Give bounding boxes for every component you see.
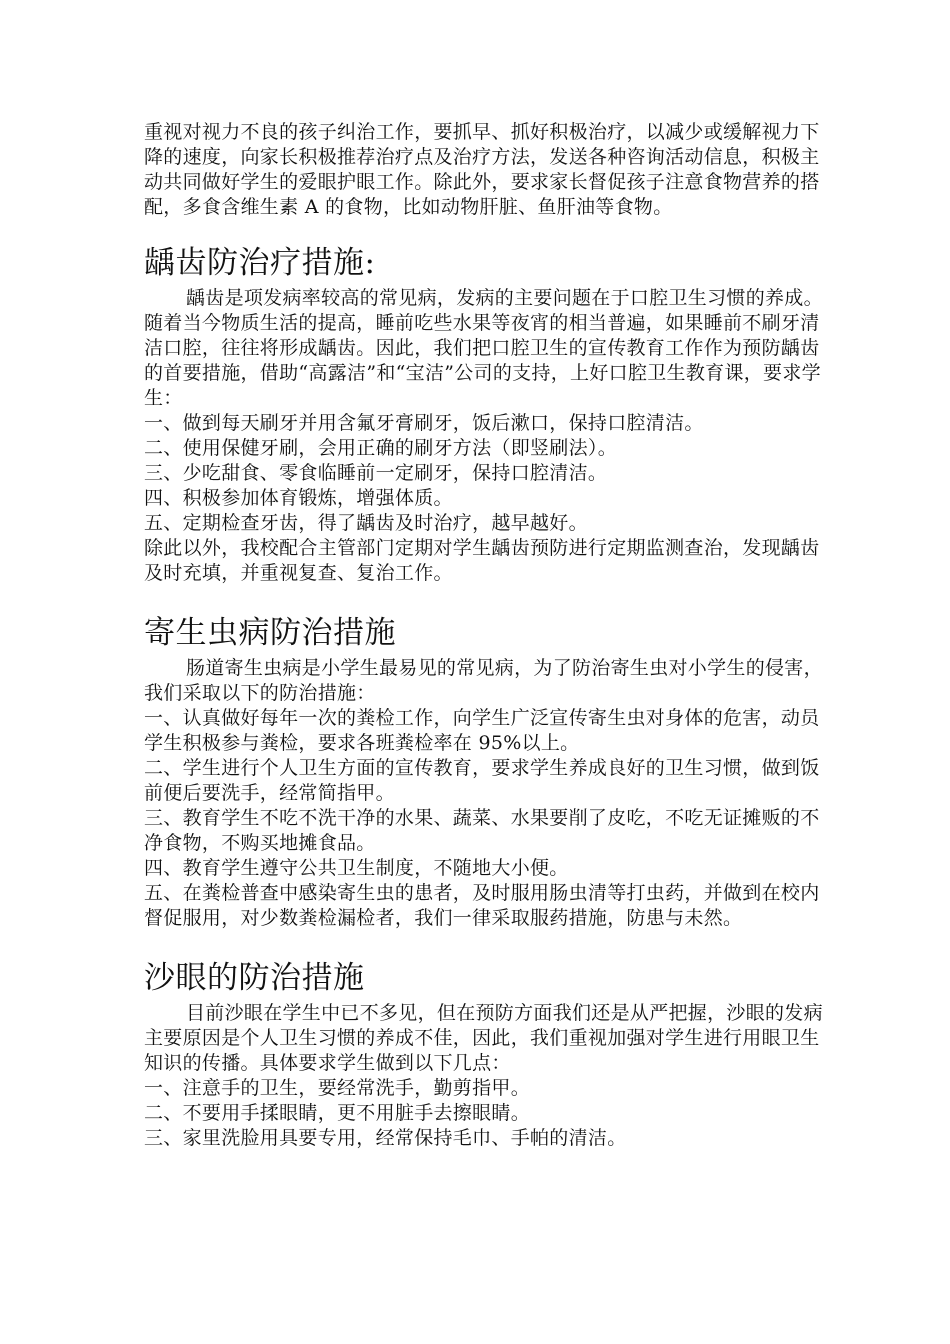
trachoma-item-2: 二、不要用手揉眼睛，更不用脏手去擦眼睛。 (144, 1102, 531, 1124)
section-title-parasitic-disease: 寄生虫病防治措施 (144, 615, 396, 651)
section-title-trachoma: 沙眼的防治措施 (144, 960, 365, 996)
parasitic-item-1: 一、认真做好每年一次的粪检工作，向学生广泛宣传寄生虫对身体的危害，动员学生积极参与粪检，要求各班粪检率在 95%以上。 (144, 707, 820, 754)
trachoma-item-1: 一、注意手的卫生，要经常洗手，勤剪指甲。 (144, 1077, 531, 1099)
trachoma-item-3: 三、家里洗脸用具要专用，经常保持毛巾、手帕的清洁。 (144, 1127, 627, 1149)
intro-paragraph: 重视对视力不良的孩子纠治工作，要抓早、抓好积极治疗，以减少或缓解视力下降的速度，向家长积极推荐治疗点及治疗方法，发送各种咨询活动信息，积极主动共同做好学生的爱眼护眼工作。除此外，要求家长督促孩子注意食物营养的搭配，多食含维生素 A 的食物，比如动物肝脏、鱼肝油等食物。 (144, 121, 820, 218)
document-page (144, 120, 824, 1151)
parasitic-item-2: 二、学生进行个人卫生方面的宣传教育，要求学生养成良好的卫生习惯，做到饭前便后要洗手，经常简指甲。 (144, 757, 820, 804)
parasitic-item-4: 四、教育学生遵守公共卫生制度，不随地大小便。 (144, 857, 569, 879)
dental-caries-item-3: 三、少吃甜食、零食临睡前一定刷牙，保持口腔清洁。 (144, 462, 608, 484)
dental-caries-intro: 龋齿是项发病率较高的常见病，发病的主要问题在于口腔卫生习惯的养成。随着当今物质生活的提高，睡前吃些水果等夜宵的相当普遍，如果睡前不刷牙清洁口腔，往往将形成龋齿。因此，我们把口腔卫生的宣传教育工作作为预防龋齿的首要措施，借助“高露洁”和“宝洁”公司的支持，上好口腔卫生教育课，要求学生： (144, 287, 823, 409)
section-title-dental-caries: 龋齿防治疗措施: (144, 245, 376, 281)
dental-caries-item-2: 二、使用保健牙刷，会用正确的刷牙方法（即竖刷法）。 (144, 437, 618, 459)
dental-caries-item-4: 四、积极参加体育锻炼，增强体质。 (144, 487, 453, 509)
dental-caries-item-5: 五、定期检查牙齿，得了龋齿及时治疗，越早越好。 (144, 512, 588, 534)
trachoma-intro: 目前沙眼在学生中已不多见，但在预防方面我们还是从严把握，沙眼的发病主要原因是个人卫生习惯的养成不佳，因此，我们重视加强对学生进行用眼卫生知识的传播。具体要求学生做到以下几点： (144, 1002, 823, 1074)
parasitic-item-3: 三、教育学生不吃不洗干净的水果、蔬菜、水果要削了皮吃，不吃无证摊贩的不净食物，不购买地摊食品。 (144, 807, 820, 854)
parasitic-intro: 肠道寄生虫病是小学生最易见的常见病，为了防治寄生虫对小学生的侵害，我们采取以下的防治措施： (144, 657, 823, 704)
dental-caries-item-1: 一、做到每天刷牙并用含氟牙膏刷牙，饭后漱口，保持口腔清洁。 (144, 412, 704, 434)
dental-caries-outro: 除此以外，我校配合主管部门定期对学生龋齿预防进行定期监测查治，发现龋齿及时充填，并重视复查、复治工作。 (144, 537, 820, 584)
parasitic-item-5: 五、在粪检普查中感染寄生虫的患者，及时服用肠虫清等打虫药，并做到在校内督促服用，对少数粪检漏检者，我们一律采取服药措施，防患与未然。 (144, 882, 820, 929)
